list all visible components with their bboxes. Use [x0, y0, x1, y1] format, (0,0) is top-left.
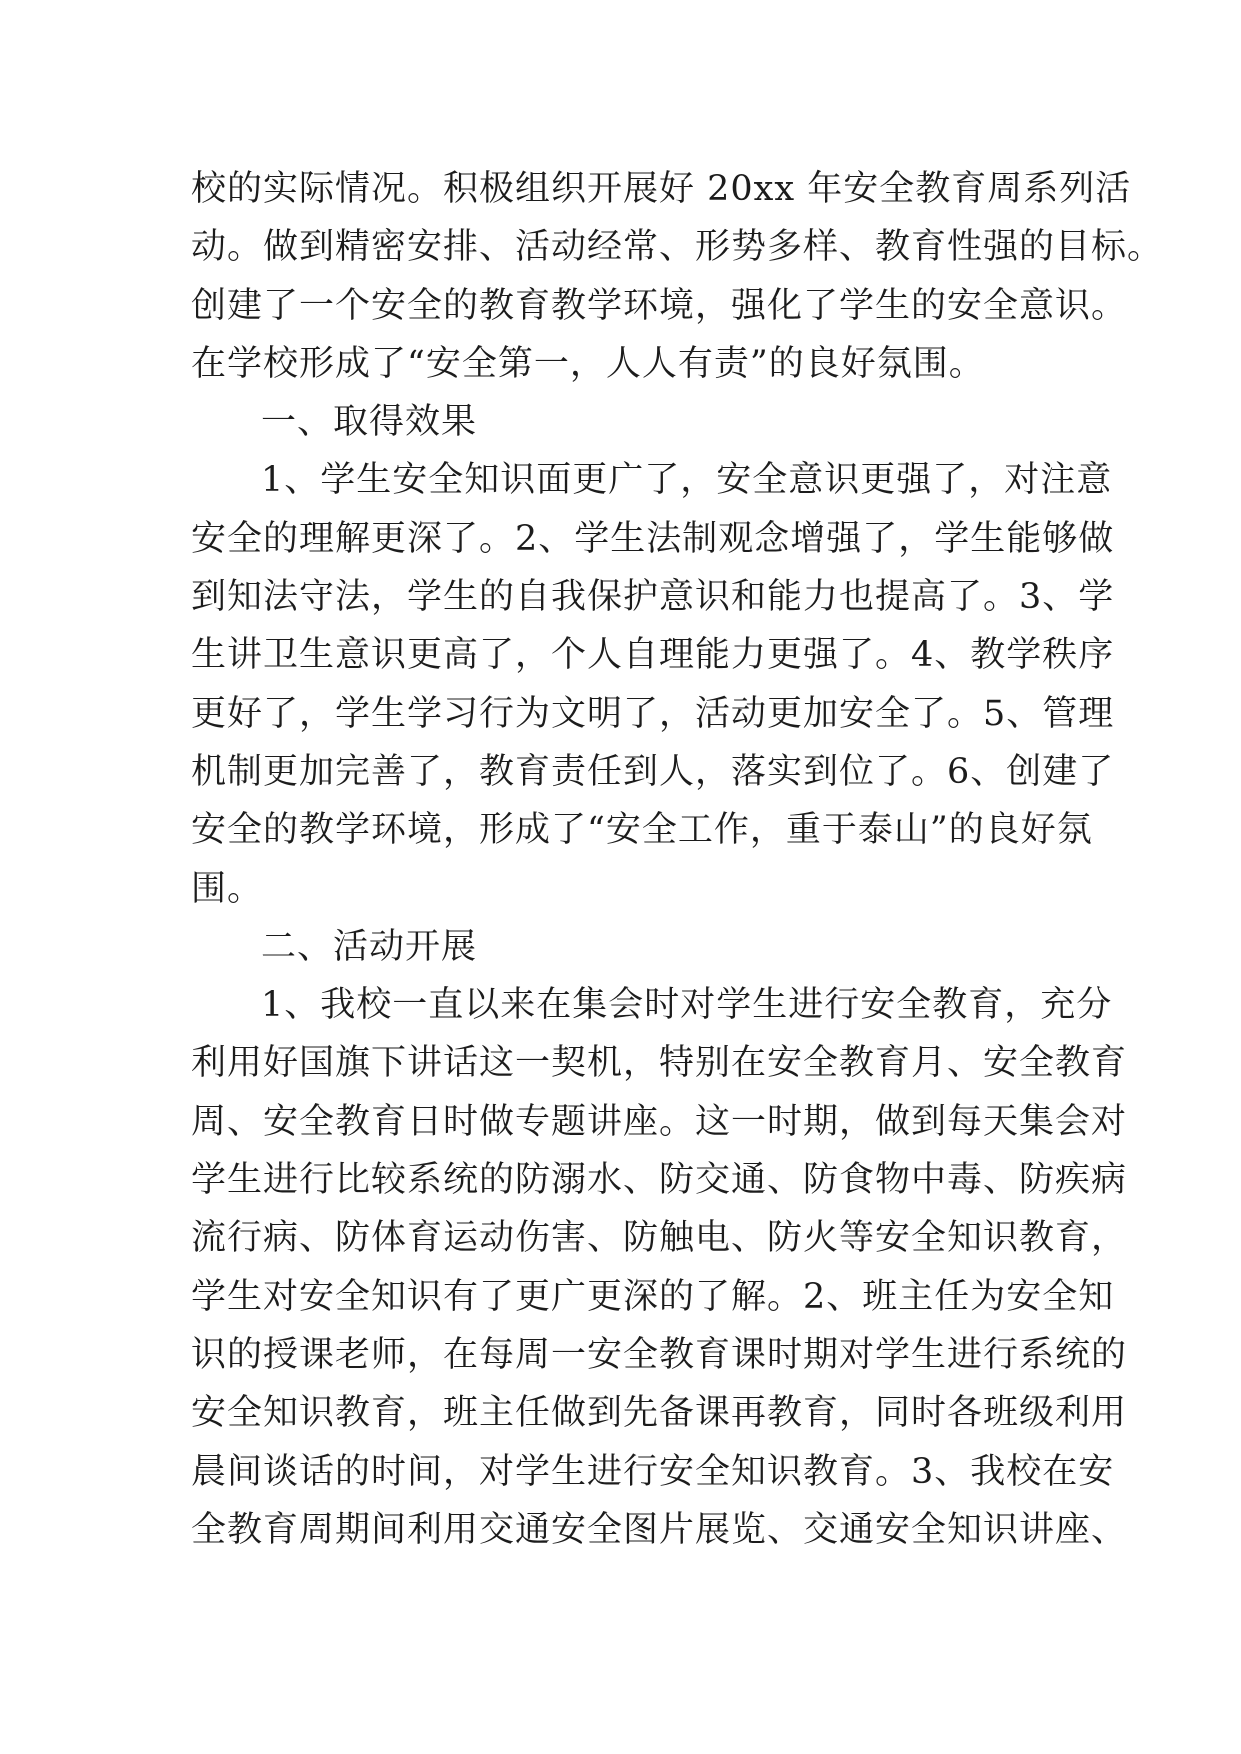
text-line: 动。做到精密安排、活动经常、形势多样、教育性强的目标。 — [191, 227, 1164, 268]
text-line: 全教育周期间利用交通安全图片展览、交通安全知识讲座、 — [191, 1509, 1128, 1550]
section-heading: 二、活动开展 — [261, 926, 478, 967]
text-line: 学生对安全知识有了更广更深的了解。2、班主任为安全知 — [191, 1276, 1115, 1317]
text-line: 晨间谈话的时间，对学生进行安全知识教育。3、我校在安 — [191, 1451, 1115, 1492]
text-line: 周、安全教育日时做专题讲座。这一时期，做到每天集会对 — [191, 1101, 1128, 1142]
text-line: 利用好国旗下讲话这一契机，特别在安全教育月、安全教育 — [191, 1043, 1128, 1084]
section-heading: 一、取得效果 — [261, 402, 478, 443]
text-line: 校的实际情况。积极组织开展好 20xx 年安全教育周系列活 — [191, 169, 1132, 209]
text-line: 流行病、防体育运动伤害、防触电、防火等安全知识教育， — [191, 1218, 1128, 1259]
text-line: 到知法守法，学生的自我保护意识和能力也提高了。3、学 — [191, 577, 1115, 618]
text-line: 在学校形成了“安全第一，人人有责”的良好氛围。 — [191, 343, 985, 384]
text-line: 更好了，学生学习行为文明了，活动更加安全了。5、管理 — [191, 693, 1115, 734]
text-line: 机制更加完善了，教育责任到人，落实到位了。6、创建了 — [191, 751, 1115, 792]
text-line: 创建了一个安全的教育教学环境，强化了学生的安全意识。 — [191, 285, 1128, 326]
text-line: 学生进行比较系统的防溺水、防交通、防食物中毒、防疾病 — [191, 1160, 1128, 1201]
text-line: 围。 — [191, 868, 264, 909]
text-line: 安全的理解更深了。2、学生法制观念增强了，学生能够做 — [191, 518, 1115, 559]
text-line: 1、我校一直以来在集会时对学生进行安全教育，充分 — [261, 985, 1113, 1026]
text-line: 生讲卫生意识更高了，个人自理能力更强了。4、教学秩序 — [191, 635, 1115, 676]
document-body — [191, 160, 1164, 1559]
text-line: 安全的教学环境，形成了“安全工作，重于泰山”的良好氛 — [191, 810, 1093, 851]
text-line: 1、学生安全知识面更广了，安全意识更强了，对注意 — [261, 460, 1113, 501]
text-line: 识的授课老师，在每周一安全教育课时期对学生进行系统的 — [191, 1334, 1128, 1375]
text-line: 安全知识教育，班主任做到先备课再教育，同时各班级利用 — [191, 1393, 1128, 1434]
